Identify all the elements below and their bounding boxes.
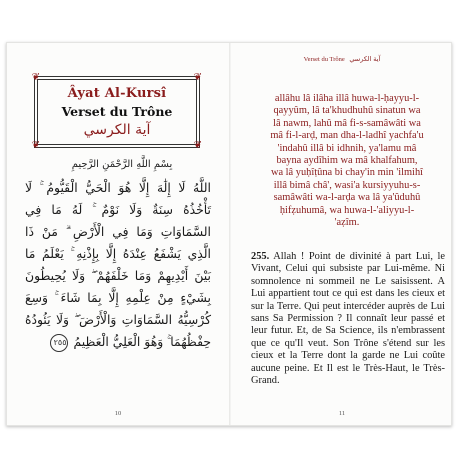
transliteration-line: 'aẓîm. (334, 217, 360, 229)
transliteration-block (251, 93, 443, 229)
title-arabic: آية الكرسي (83, 122, 151, 138)
transliteration-line: mâ fi-l-arḍ, man dha-l-ladhî yachfa'u (270, 130, 424, 142)
transliteration-line: qayyûm, lâ ta'khudhuhû sinatun wa (273, 105, 421, 117)
ornament-corner-icon: ❦ (193, 140, 203, 151)
ornament-corner-icon: ❦ (31, 140, 41, 151)
running-head (231, 55, 453, 63)
transliteration-line: ḥifẓuhumâ, wa huwa-l-'aliyyu-l- (279, 204, 415, 216)
verse-arabic-block (25, 177, 211, 353)
transliteration-line: samâwâti wa-l-arḍa wa lâ ya'ûduhû (273, 192, 421, 204)
ornament-corner-icon: ❦ (31, 72, 41, 83)
transliteration-line: bayna aydîhim wa mâ khalfahum, (276, 155, 418, 167)
page-number-right: 11 (338, 410, 346, 417)
transliteration-line: 'indahû illâ bi idhnih, ya'lamu mâ (277, 142, 417, 154)
running-head-arabic: آية الكرسي (349, 55, 381, 63)
basmala: بِسْمِ اللَّهِ الرَّحْمَنِ الرَّحِيمِ (71, 159, 173, 170)
running-head-french: Verset du Trône (303, 56, 345, 63)
transliteration-line: lâ nawm, lahû mâ fi-s-samâwâti wa (273, 117, 421, 129)
right-page (231, 43, 453, 425)
ornament-corner-icon: ❦ (193, 72, 203, 83)
verse-number-marker: ٢٥٥ (50, 334, 68, 352)
translation-text: Allah ! Point de divinité à part Lui, le Vivant, Celui qui subsiste par Lui-même. Ni somnolence ni sommeil ne Le saisissent. A Lui appartient tout ce qui est dans les cieux et sur la Terre. Qui peut intercéder auprès de Lui sans Sa Permission ? Il connaît leur passé et leur futur. Et, de Sa Science, ils n'embrassent que ce qu'Il veut. Son Trône s'étend sur les cieux et la Terre dont la garde ne Lui coûte aucune peine. Et Il est le Très-Haut, le Très-Grand. (251, 251, 445, 387)
title-frame (31, 72, 203, 151)
transliteration-line: allâhu lâ ilâha illâ huwa-l-ḥayyu-l- (274, 93, 420, 104)
left-page (7, 43, 229, 425)
title-transliterated: Âyat Al-Kursî (67, 86, 167, 101)
title-french: Verset du Trône (61, 104, 173, 119)
transliteration-line: illâ bimâ châ', wasi'a kursiyyuhu-s- (273, 179, 421, 191)
page-number-left: 10 (114, 410, 122, 417)
verse-number: 255. (251, 251, 270, 262)
book-spread (6, 42, 452, 426)
transliteration-line: wa lâ yuḥîṭûna bi chay'in min 'ilmihî (270, 167, 424, 179)
french-translation (251, 251, 445, 387)
verse-arabic-text: اللَّهُ لَا إِلَٰهَ إِلَّا هُوَ الْحَيُّ الْقَيُّومُ ۚ لَا تَأْخُذُهُ سِنَةٌ وَلَا نَوْمٌ ۚ لَهُ مَا فِي السَّمَاوَاتِ وَمَا فِي الْأَرْضِ ۗ مَنْ ذَا الَّذِي يَشْفَعُ عِنْدَهُ إِلَّا بِإِذْنِهِ ۚ يَعْلَمُ مَا بَيْنَ أَيْدِيهِمْ وَمَا خَلْفَهُمْ ۖ وَلَا يُحِيطُونَ بِشَيْءٍ مِنْ عِلْمِهِ إِلَّا بِمَا شَاءَ ۚ وَسِعَ كُرْسِيُّهُ السَّمَاوَاتِ وَالْأَرْضَ ۖ وَلَا يَئُودُهُ حِفْظُهُمَا ۚ وَهُوَ الْعَلِيُّ الْعَظِيمُ (25, 180, 211, 349)
